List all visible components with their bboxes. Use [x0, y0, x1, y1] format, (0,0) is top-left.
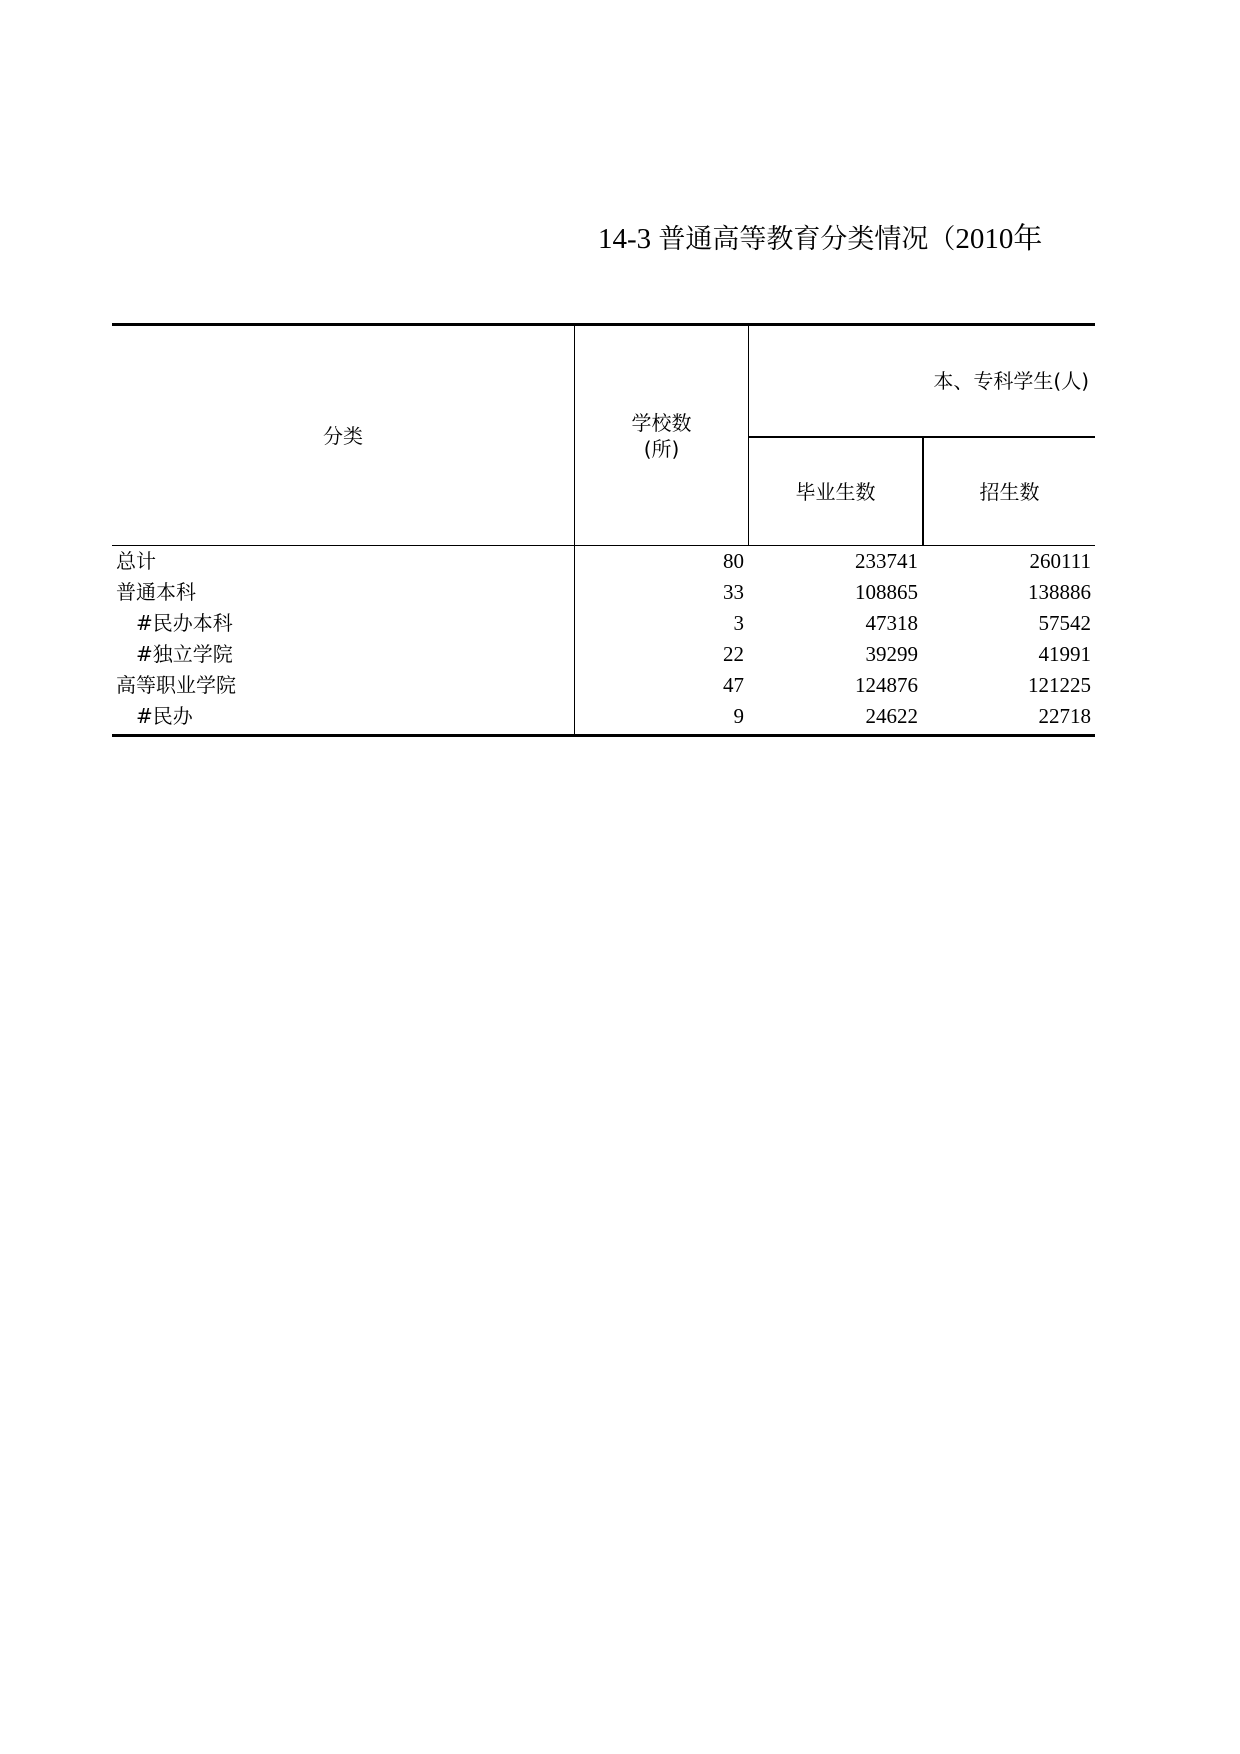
row-label: 高等职业学院 [116, 673, 236, 697]
title-number: 14-3 [598, 223, 652, 255]
row-graduates: 233741 [855, 549, 918, 573]
title-year: 2010年 [955, 223, 1043, 255]
row-label: #民办本科 [136, 611, 233, 635]
row-graduates: 108865 [855, 580, 918, 604]
row-enrollment: 138886 [1028, 580, 1091, 604]
row-schools: 80 [723, 549, 744, 573]
table-row [112, 608, 1095, 639]
header-category: 分类 [323, 423, 363, 448]
row-enrollment: 22718 [1038, 704, 1091, 728]
row-schools: 3 [733, 611, 744, 635]
row-label: #民办 [136, 704, 193, 728]
row-enrollment: 121225 [1028, 673, 1091, 697]
data-table [112, 323, 1095, 740]
row-graduates: 39299 [865, 642, 918, 666]
header-enrollment: 招生数 [979, 479, 1040, 504]
table-row [112, 546, 1095, 577]
row-schools: 33 [723, 580, 744, 604]
row-graduates: 47318 [865, 611, 918, 635]
row-enrollment: 41991 [1038, 642, 1091, 666]
header-schools-unit: (所) [643, 436, 680, 461]
table-title-area [112, 214, 1095, 264]
row-schools: 9 [733, 704, 744, 728]
table-row [112, 577, 1095, 608]
header-schools-label: 学校数 [631, 410, 692, 435]
row-label: 普通本科 [116, 580, 196, 604]
row-enrollment: 57542 [1038, 611, 1091, 635]
row-label: 总计 [116, 549, 156, 573]
row-enrollment: 260111 [1029, 549, 1091, 573]
bottom-rule [112, 734, 1095, 737]
row-schools: 47 [723, 673, 744, 697]
header-graduates: 毕业生数 [795, 479, 876, 504]
header-schools [575, 326, 748, 545]
row-graduates: 24622 [865, 704, 918, 728]
table-row [112, 670, 1095, 701]
header-students-group: 本、专科学生(人) [933, 369, 1089, 393]
row-graduates: 124876 [855, 673, 918, 697]
row-label: #独立学院 [136, 642, 233, 666]
table-row [112, 639, 1095, 670]
title-text: 普通高等教育分类情况（ [658, 224, 956, 255]
row-schools: 22 [723, 642, 744, 666]
table-row [112, 701, 1095, 732]
table-title [598, 214, 1042, 264]
